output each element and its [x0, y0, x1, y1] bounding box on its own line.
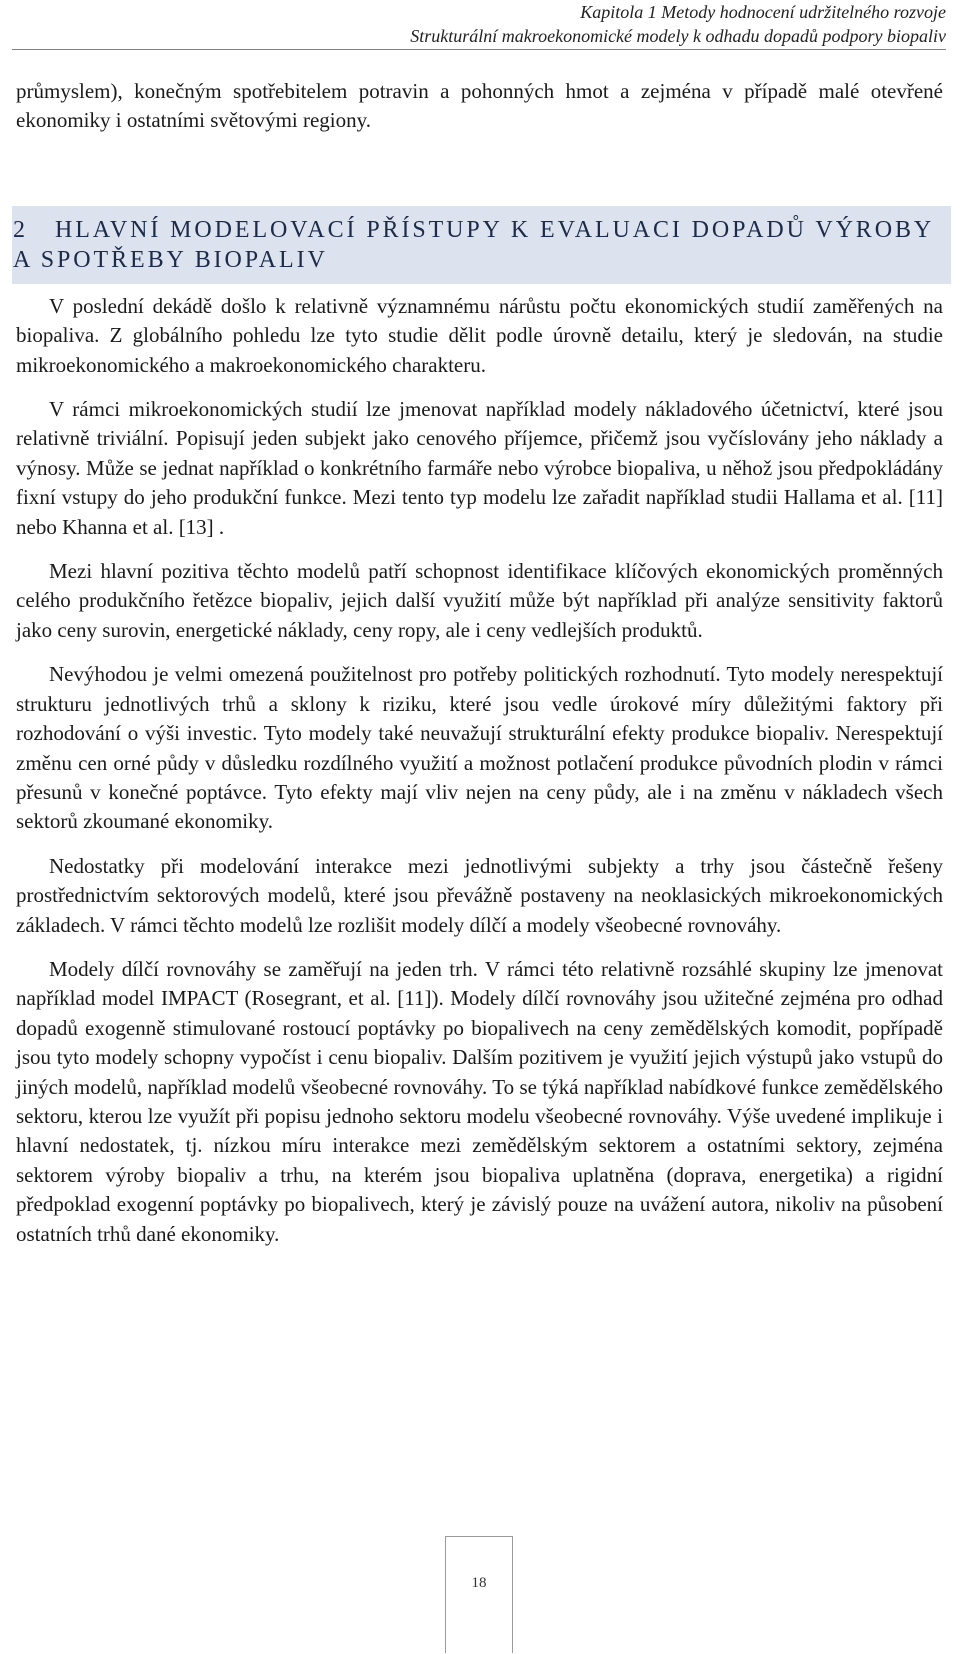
page-number-box	[445, 1536, 513, 1653]
body-paragraph-3: Mezi hlavní pozitiva těchto modelů patří schopnost identifikace klíčových ekonomických proměnných celého produkčního řetězce biopaliv, jejich další využití může být například při analýze sensitivity faktorů jako ceny surovin, energetické náklady, ceny ropy, ale i ceny vedlejších produktů.	[16, 559, 943, 642]
header-subtitle-line: Strukturální makroekonomické modely k odhadu dopadů podpory biopaliv	[410, 26, 946, 46]
section-heading	[12, 206, 951, 284]
body-paragraph-4: Nevýhodou je velmi omezená použitelnost pro potřeby politických rozhodnutí. Tyto modely nerespektují strukturu jednotlivých trhů a sklony k riziku, které jsou vedle úrokové míry důležitými faktory při rozhodování o výši investic. Tyto modely také neuvažují strukturální efekty produkce biopaliv. Nerespektují změnu cen orné půdy v důsledku rozdílného využití a možnost potlačení produkce původních plodin v rámci přesunů v konečné poptávce. Tyto efekty mají vliv nejen na ceny půdy, ale i na změnu v nákladech všech sektorů zkoumané ekonomiky.	[16, 662, 943, 834]
section-number: 2	[13, 216, 28, 243]
body-paragraph-6: Modely dílčí rovnováhy se zaměřují na jeden trh. V rámci této relativně rozsáhlé skupiny lze jmenovat například model IMPACT (Rosegrant, et al. [11]). Modely dílčí rovnováhy jsou užitečné zejména pro odhad dopadů exogenně stimulované rostoucí poptávky po biopalivech na ceny zemědělských komodit, popřípadě jsou tyto modely schopny vypočíst i cenu biopaliv. Dalším pozitivem je využití jejich výstupů jako vstupů do jiných modelů, například modelů všeobecné rovnováhy. To se týká například nabídkové funkce zemědělského sektoru, kterou lze využít při popisu jednoho sektoru modelu všeobecné rovnováhy. Výše uvedené implikuje i hlavní nedostatek, tj. nízkou míru interakce mezi zemědělským sektorem a ostatními sektory, zejména sektorem výroby biopaliv a trhu, na kterém jsou biopaliva uplatněna (doprava, energetika) a rigidní předpoklad exogenní poptávky po biopalivech, který je závislý pouze na uvážení autora, nikoliv na působení ostatních trhů dané ekonomiky.	[16, 956, 943, 1246]
intro-paragraph: průmyslem), konečným spotřebitelem potravin a pohonných hmot a zejména v případě malé otevřené ekonomiky i ostatními světovými regiony.	[16, 79, 943, 133]
body-paragraph-1: V poslední dekádě došlo k relativně významnému nárůstu počtu ekonomických studií zaměřených na biopaliva. Z globálního pohledu lze tyto studie dělit podle úrovně detailu, který je sledován, na studie mikroekonomického a makroekonomického charakteru.	[16, 293, 943, 377]
header-chapter-line: Kapitola 1 Metody hodnocení udržitelného rozvoje	[580, 2, 946, 22]
page-number: 18	[471, 1575, 487, 1591]
body-paragraph-5: Nedostatky při modelování interakce mezi jednotlivými subjekty a trhy jsou částečně řešeny prostřednictvím sektorových modelů, které jsou převážně postaveny na neoklasických mikroekonomických základech. V rámci těchto modelů lze rozlišit modely dílčí a modely všeobecné rovnováhy.	[16, 853, 943, 937]
section-title: HLAVNÍ MODELOVACÍ PŘÍSTUPY K EVALUACI DOPADŮ VÝROBY A SPOTŘEBY BIOPALIV	[13, 216, 934, 273]
body-paragraph-2: V rámci mikroekonomických studií lze jmenovat například modely nákladového účetnictví, které jsou relativně triviální. Popisují jeden subjekt jako cenového příjemce, přičemž jsou vyčíslovány jeho náklady a výnosy. Může se jednat například o konkrétního farmáře nebo výrobce biopaliva, u něhož jsou předpokládány fixní vstupy do jeho produkční funkce. Mezi tento typ modelu lze zařadit například studii Hallama et al. [11] nebo Khanna et al. [13] .	[16, 397, 943, 539]
page-body	[13, 77, 943, 1264]
running-header	[12, 0, 946, 50]
